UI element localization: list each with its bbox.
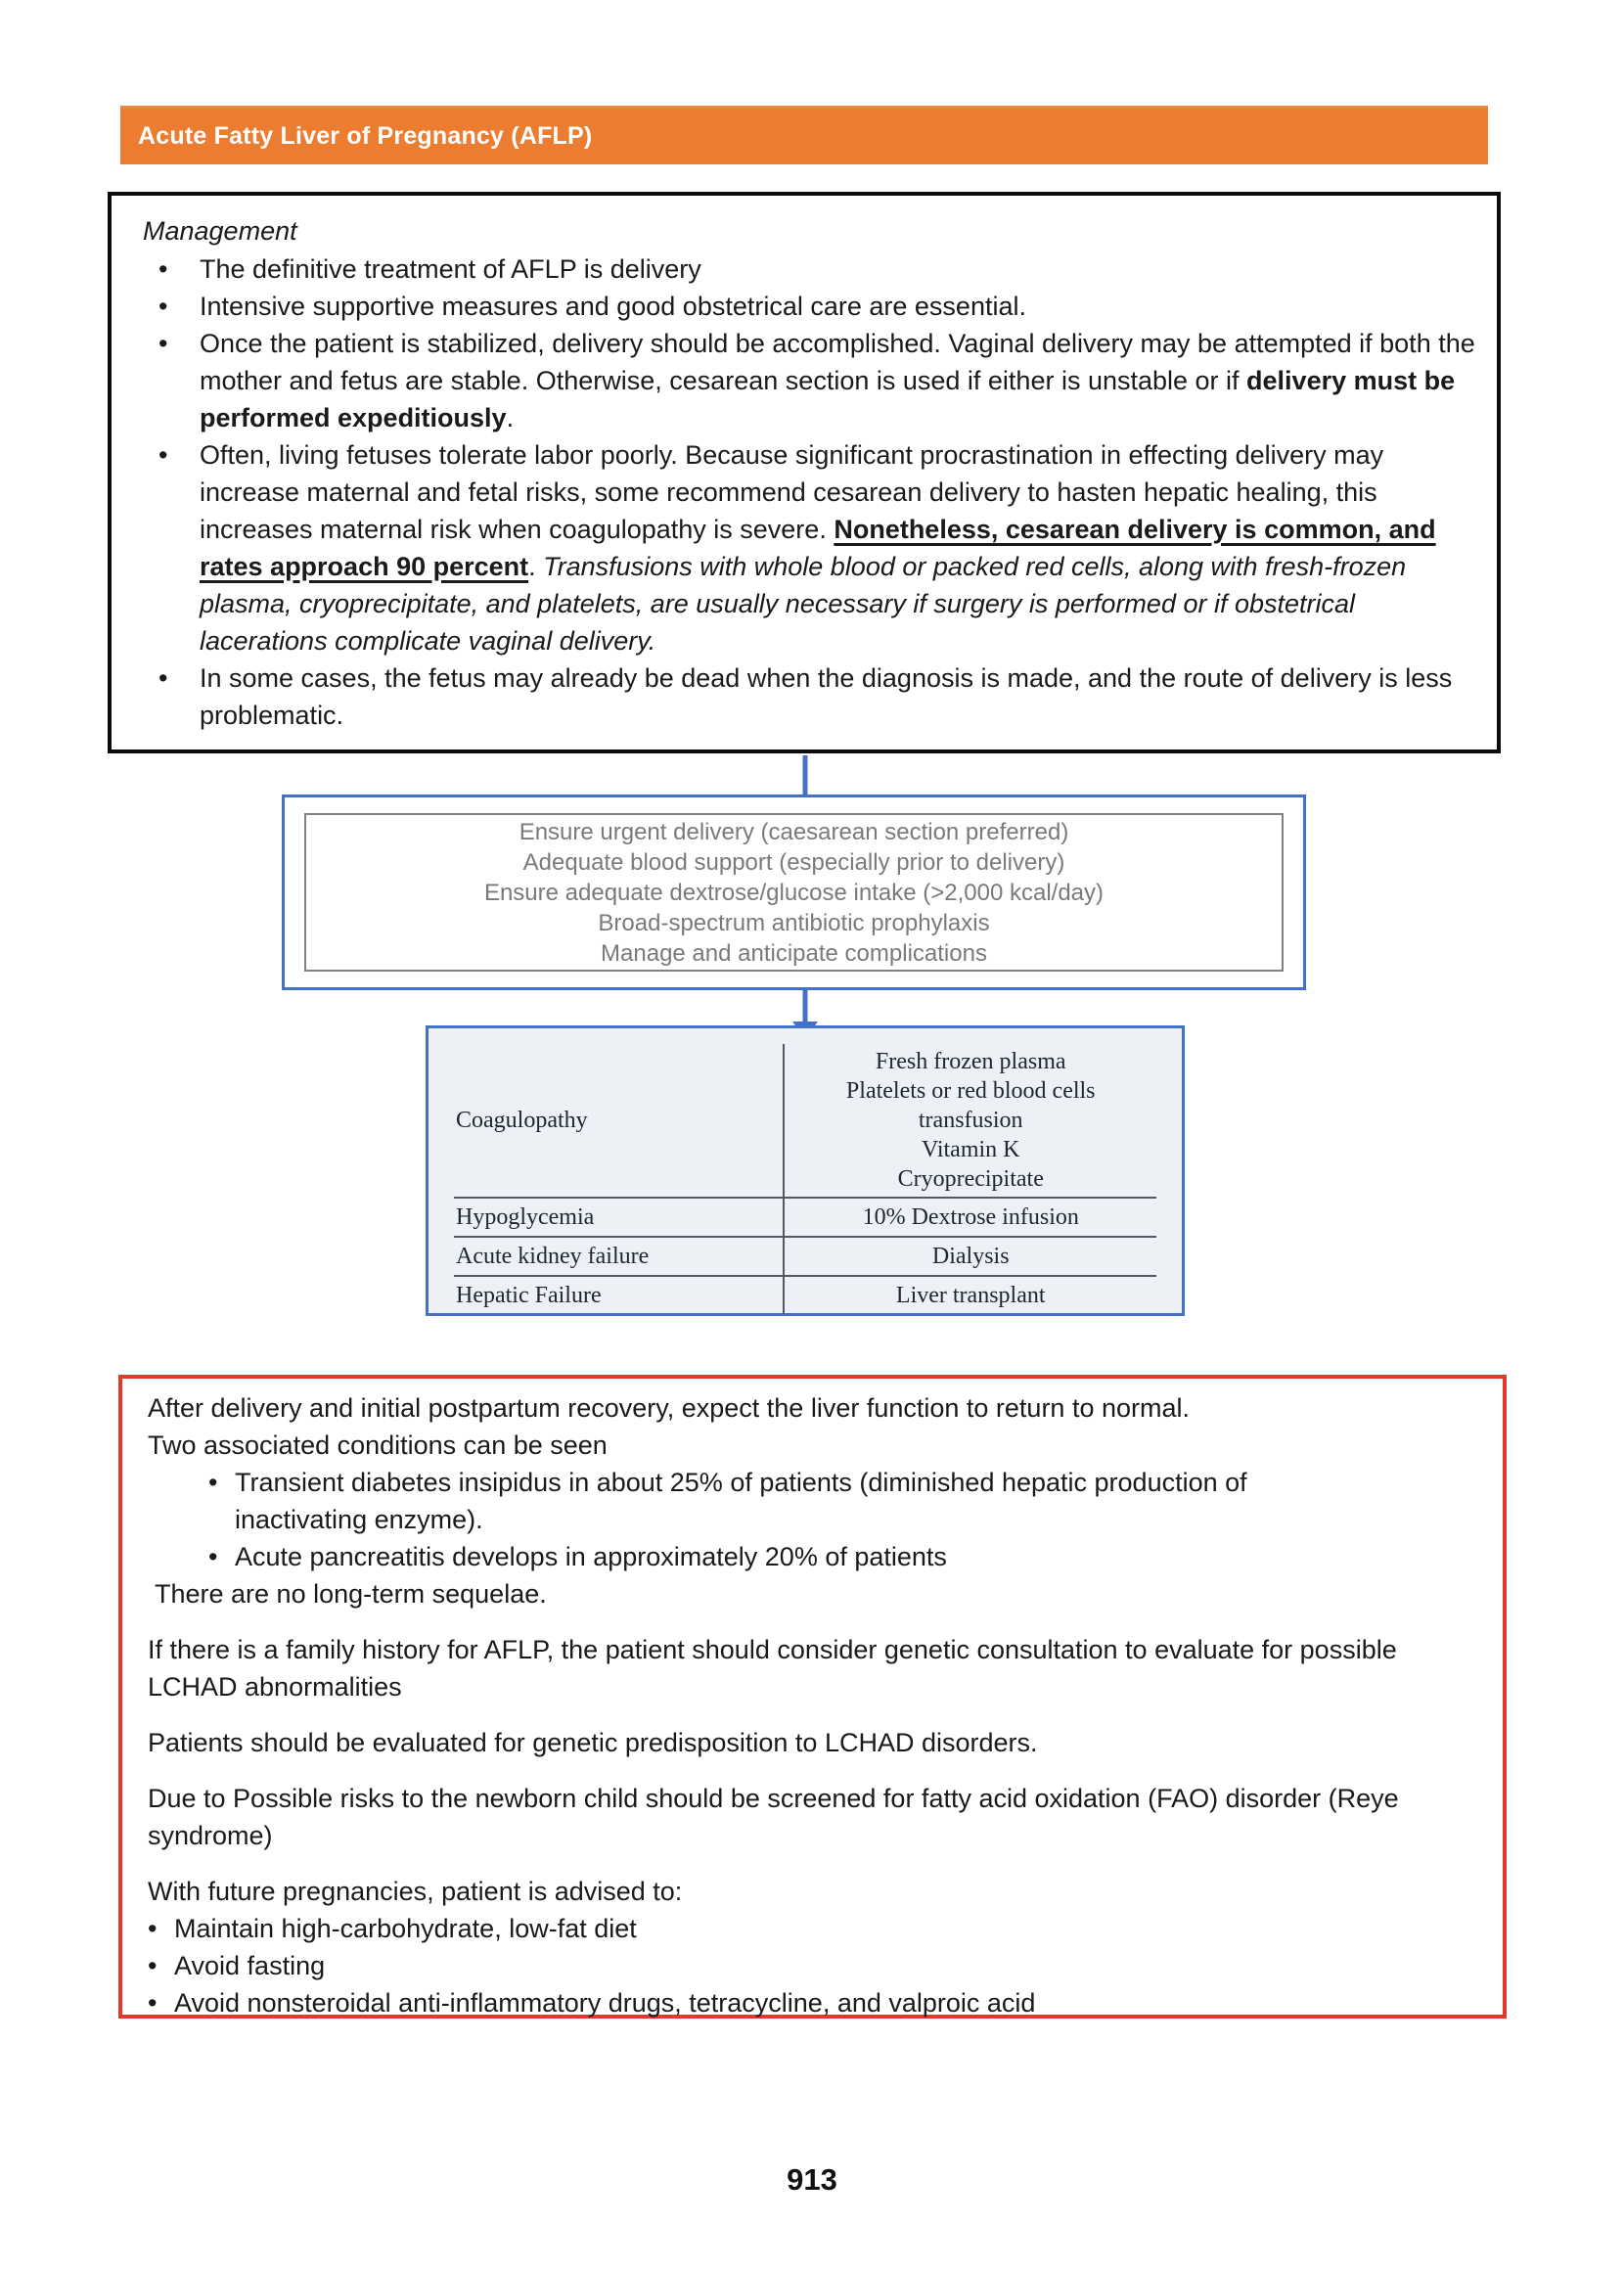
management-bullet bbox=[139, 288, 1477, 325]
bullet-text-bold-underline: Nonetheless, cesarean delivery is common, and rates approach 90 percent bbox=[200, 515, 1436, 581]
bullet-text: Often, living fetuses tolerate labor poorly. Because significant procrastination in effecting delivery may increase maternal and fetal risks, some recommend cesarean delivery to hasten hepatic healing, this increases maternal risk when coagulopathy is severe. bbox=[200, 440, 1384, 544]
bullet-text: Intensive supportive measures and good obstetrical care are essential. bbox=[200, 292, 1026, 321]
treatment-cell: Liver transplant bbox=[784, 1276, 1156, 1314]
complication-cell: Hypoglycemia bbox=[454, 1198, 784, 1237]
list-item: • Transient diabetes insipidus in about 25% of patients (diminished hepatic production of inactivating enzyme). bbox=[208, 1464, 1333, 1538]
management-bullet bbox=[139, 250, 1477, 288]
management-bullet bbox=[139, 436, 1477, 659]
bullet-text: In some cases, the fetus may already be dead when the diagnosis is made, and the route of delivery is less problematic. bbox=[200, 663, 1453, 730]
treatment-line: Fresh frozen plasma bbox=[875, 1049, 1066, 1074]
management-heading: Management bbox=[143, 216, 297, 246]
list-item: • Avoid fasting bbox=[148, 1947, 1479, 1984]
followup-paragraph: There are no long-term sequelae. bbox=[155, 1579, 547, 1609]
urgent-care-box bbox=[282, 794, 1306, 990]
list-item: • Avoid nonsteroidal anti-inflammatory drugs, tetracycline, and valproic acid bbox=[148, 1984, 1479, 2021]
followup-box bbox=[118, 1375, 1507, 2019]
table-row bbox=[454, 1237, 1156, 1276]
list-item: • Maintain high-carbohydrate, low-fat diet bbox=[148, 1910, 1479, 1947]
followup-paragraph: With future pregnancies, patient is advised to: bbox=[148, 1877, 683, 1906]
complication-cell: Acute kidney failure bbox=[454, 1237, 784, 1276]
complications-table-box bbox=[426, 1025, 1185, 1316]
table-row bbox=[454, 1044, 1156, 1198]
management-box bbox=[108, 192, 1501, 753]
treatment-cell: 10% Dextrose infusion bbox=[784, 1198, 1156, 1237]
urgent-care-line: Ensure urgent delivery (caesarean section preferred) bbox=[519, 818, 1069, 845]
complication-cell: Hepatic Failure bbox=[454, 1276, 784, 1314]
bullet-text: . bbox=[506, 403, 515, 432]
section-title: Acute Fatty Liver of Pregnancy (AFLP) bbox=[138, 122, 593, 150]
urgent-care-line: Broad-spectrum antibiotic prophylaxis bbox=[598, 909, 990, 936]
list-item: • Acute pancreatitis develops in approximately 20% of patients bbox=[208, 1538, 1333, 1575]
section-header bbox=[120, 106, 1488, 164]
complication-cell: Coagulopathy bbox=[454, 1044, 784, 1198]
followup-paragraph: Patients should be evaluated for genetic predisposition to LCHAD disorders. bbox=[148, 1728, 1038, 1757]
arrow-shaft bbox=[803, 990, 808, 1022]
treatment-cell bbox=[784, 1044, 1156, 1198]
followup-paragraph: Two associated conditions can be seen bbox=[148, 1430, 608, 1460]
table-row bbox=[454, 1276, 1156, 1314]
urgent-care-line: Ensure adequate dextrose/glucose intake (>2,000 kcal/day) bbox=[483, 879, 1105, 906]
complications-table bbox=[454, 1044, 1156, 1314]
bullet-text-bold: delivery must be performed expeditiously bbox=[200, 366, 1456, 432]
followup-paragraph: After delivery and initial postpartum recovery, expect the liver function to return to normal. bbox=[148, 1393, 1190, 1423]
management-bullet bbox=[139, 659, 1477, 734]
treatment-line: Vitamin K bbox=[921, 1137, 1020, 1162]
bullet-text: The definitive treatment of AFLP is delivery bbox=[200, 254, 701, 284]
urgent-care-line: Adequate blood support (especially prior to delivery) bbox=[522, 848, 1065, 876]
urgent-care-inner-box bbox=[304, 813, 1284, 972]
associated-conditions-list bbox=[208, 1464, 1333, 1575]
urgent-care-line: Manage and anticipate complications bbox=[601, 939, 987, 967]
page-number: 913 bbox=[787, 2162, 837, 2197]
treatment-line: Cryoprecipitate bbox=[897, 1166, 1044, 1192]
treatment-line: Platelets or red blood cells transfusion bbox=[845, 1078, 1096, 1133]
treatment-cell: Dialysis bbox=[784, 1237, 1156, 1276]
bullet-text: . bbox=[528, 552, 544, 581]
followup-paragraph: If there is a family history for AFLP, the patient should consider genetic consultation to evaluate for possible LCHAD abnormalities bbox=[148, 1635, 1397, 1702]
management-bullet bbox=[139, 325, 1477, 436]
table-row bbox=[454, 1198, 1156, 1237]
followup-paragraph: Due to Possible risks to the newborn child should be screened for fatty acid oxidation (FAO) disorder (Reye syndrome) bbox=[148, 1784, 1399, 1850]
bullet-text: Once the patient is stabilized, delivery should be accomplished. Vaginal delivery may be attempted if both the mother and fetus are stable. Otherwise, cesarean section is used if either is unstable or if bbox=[200, 329, 1475, 395]
bullet-text-italic: Transfusions with whole blood or packed red cells, along with fresh-frozen plasma, cryoprecipitate, and platelets, are usually necessary if surgery is performed or if obstetrical lacerations complicate vaginal delivery. bbox=[200, 552, 1407, 656]
